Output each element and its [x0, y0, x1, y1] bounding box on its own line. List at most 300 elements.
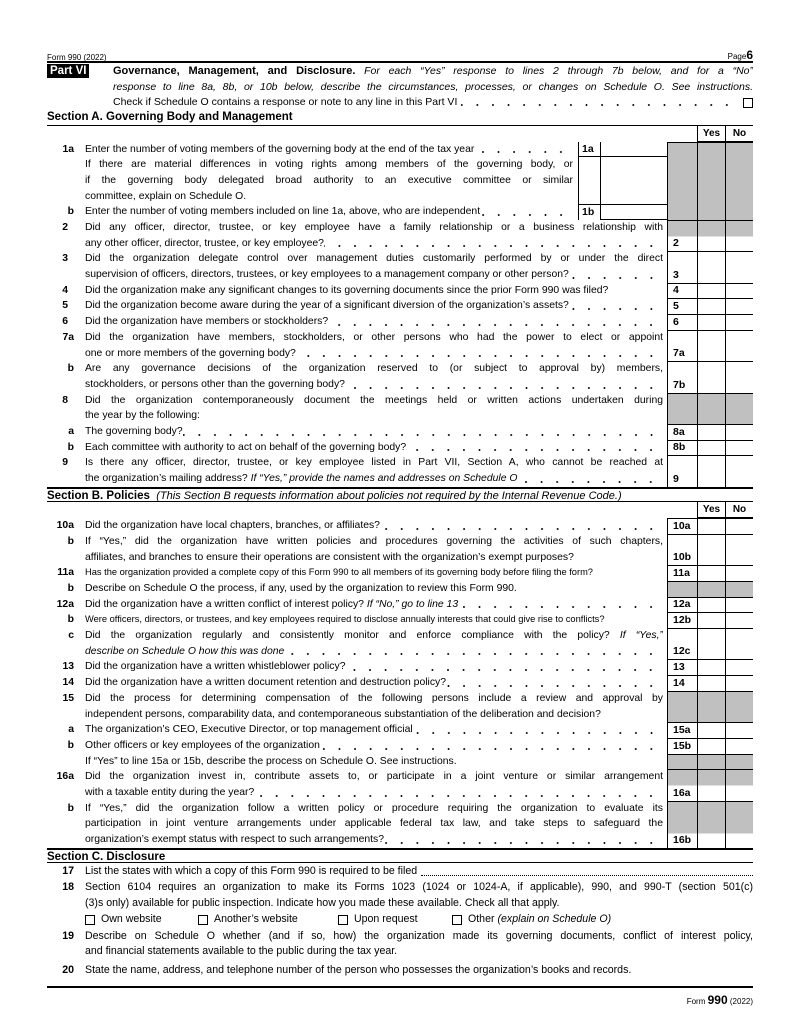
line-reference	[667, 204, 697, 220]
text-line	[85, 314, 663, 330]
yes-cell[interactable]	[697, 314, 725, 330]
line-row	[47, 361, 753, 392]
box-value-input[interactable]	[600, 157, 667, 204]
text-line	[85, 330, 663, 346]
yes-cell[interactable]	[697, 361, 725, 392]
text-segment	[85, 204, 480, 220]
dot-leader	[328, 314, 663, 330]
line-row	[47, 204, 753, 220]
text-segment	[85, 142, 474, 158]
line-20-text: State the name, address, and telephone number of the person who possesses the organization’s books and records.	[85, 964, 632, 977]
states-input[interactable]	[421, 864, 753, 876]
no-cell[interactable]	[725, 283, 753, 299]
line-text	[85, 393, 663, 424]
section-b-rows	[47, 518, 753, 848]
line-19-text-1: Describe on Schedule O whether (and if so, how) the organization made its governing documents, conflict of interest policy,	[85, 929, 753, 942]
text: Did the organization invest in, contribute assets to, or participate in a joint venture or similar arrangement	[85, 771, 663, 783]
no-cell[interactable]	[725, 769, 753, 800]
option-note: (explain on Schedule O)	[497, 913, 612, 926]
text: Did the organization have a written whistleblower policy?	[85, 661, 346, 673]
line-text	[85, 298, 663, 314]
line-reference: 9	[667, 455, 697, 486]
line-18-text-1: Section 6104 requires an organization to make its Forms 1023 (1024 or 1024-A, if applicable), 990, and 990-T (section 501(c)	[85, 881, 753, 894]
line-reference	[667, 754, 697, 770]
dot-leader	[569, 298, 663, 314]
yes-cell[interactable]	[697, 534, 725, 565]
text-segment	[85, 267, 569, 283]
line-text	[85, 361, 663, 392]
no-cell	[725, 157, 753, 204]
line-reference: 15b	[667, 738, 697, 754]
text-line	[85, 581, 663, 597]
line-row	[47, 565, 753, 581]
box-value-input[interactable]	[600, 204, 667, 220]
line-text	[85, 424, 663, 440]
line-row	[47, 424, 753, 440]
no-column-header: No	[725, 502, 753, 518]
no-cell[interactable]	[725, 565, 753, 581]
dot-leader	[384, 832, 663, 848]
part-title-line	[113, 64, 753, 80]
text-segment	[85, 346, 296, 362]
line-number: b	[67, 614, 74, 626]
line-number: 9	[62, 457, 68, 469]
line-number: 8	[62, 394, 68, 406]
line-reference: 8b	[667, 440, 697, 456]
line-reference: 6	[667, 314, 697, 330]
line-18-text-2: (3)s only) available for public inspection. Indicate how you made these available. Check all that apply.	[85, 896, 560, 909]
line-number: 17	[62, 865, 74, 878]
line-reference: 13	[667, 659, 697, 675]
line-number: 12a	[56, 598, 74, 610]
section-c-title: Section C. Disclosure	[47, 848, 753, 864]
text-line	[85, 534, 663, 550]
yes-cell[interactable]	[697, 330, 725, 361]
yes-cell[interactable]	[697, 251, 725, 282]
italic-text: If “No,” go to line 13	[366, 598, 459, 610]
option-anothers-website[interactable]	[198, 912, 298, 928]
page-header	[47, 48, 753, 62]
line-row	[47, 314, 753, 330]
line-number: 5	[62, 300, 68, 312]
text-segment	[85, 191, 246, 202]
text-line	[85, 220, 663, 236]
line-reference: 15a	[667, 722, 697, 738]
text-segment	[85, 583, 517, 594]
text-line	[85, 361, 663, 377]
line-reference: 16b	[667, 801, 697, 848]
page-footer	[687, 993, 753, 1007]
text-segment	[85, 693, 663, 704]
no-cell	[725, 142, 753, 158]
form-label: Form 990 (2022)	[47, 53, 107, 62]
line-row	[47, 628, 753, 659]
line-number: b	[67, 739, 74, 751]
line-text	[85, 518, 663, 534]
no-cell[interactable]	[725, 440, 753, 456]
text-segment	[85, 722, 413, 738]
line-text	[85, 565, 663, 581]
line-text	[85, 157, 573, 204]
dot-leader	[380, 518, 663, 534]
schedule-o-check-text: Check if Schedule O contains a response or note to any line in this Part VI	[113, 96, 458, 108]
line-text	[85, 738, 663, 754]
no-cell[interactable]	[725, 361, 753, 392]
line-reference: 7a	[667, 330, 697, 361]
text-line	[85, 691, 663, 707]
line-number: b	[67, 802, 74, 814]
italic-text: describe on Schedule O how this was done	[85, 645, 285, 657]
yes-cell[interactable]	[697, 220, 725, 251]
yes-cell	[697, 754, 725, 770]
line-reference	[667, 393, 697, 424]
no-cell	[725, 204, 753, 220]
yes-cell[interactable]	[697, 738, 725, 754]
line-text	[85, 283, 663, 299]
line-number: 2	[62, 221, 68, 233]
no-cell[interactable]	[725, 659, 753, 675]
box-line-label: 1b	[578, 204, 600, 220]
text-segment	[85, 832, 384, 848]
line-number: c	[68, 630, 74, 642]
section-b-header	[47, 487, 753, 503]
bottom-rule	[47, 986, 753, 988]
text: Were officers, directors, or trustees, and key employees required to disclose annually interests that could give rise to conflicts?	[85, 614, 605, 625]
text: any other officer, director, trustee, or key employee?	[85, 237, 324, 249]
no-cell[interactable]	[725, 251, 753, 282]
text-segment	[85, 644, 284, 660]
yes-cell[interactable]	[697, 722, 725, 738]
option-upon-request[interactable]	[338, 912, 418, 928]
line-reference: 16a	[667, 769, 697, 800]
no-cell[interactable]	[725, 722, 753, 738]
line-17	[47, 864, 753, 880]
line-text	[85, 440, 663, 456]
part-label: Part VI	[47, 64, 89, 78]
line-text	[85, 612, 663, 628]
line-row	[47, 518, 753, 534]
line-row	[47, 754, 753, 770]
no-cell[interactable]	[725, 738, 753, 754]
line-number: 6	[62, 316, 68, 328]
text-segment	[85, 253, 663, 264]
text-segment	[85, 630, 663, 641]
line-row	[47, 157, 753, 204]
text-line	[85, 471, 663, 487]
line-reference: 10b	[667, 534, 697, 565]
yes-cell[interactable]	[697, 612, 725, 628]
page-label: Page	[727, 52, 747, 61]
text-segment	[85, 818, 663, 829]
line-reference: 5	[667, 298, 697, 314]
yes-cell	[697, 204, 725, 220]
yes-cell[interactable]	[697, 283, 725, 299]
line-row	[47, 330, 753, 361]
line-19	[47, 929, 753, 960]
text-line	[85, 597, 663, 613]
line-row	[47, 675, 753, 691]
line-number: 20	[62, 964, 74, 977]
text: The organization’s CEO, Executive Director, or top management official	[85, 724, 413, 736]
footer-form-number: 990	[707, 993, 728, 1007]
italic-text: If “Yes,” provide the names and addresses on Schedule O	[250, 473, 518, 485]
no-cell[interactable]	[725, 675, 753, 691]
no-column-header: No	[725, 126, 753, 142]
line-row	[47, 597, 753, 613]
option-other[interactable]	[452, 912, 611, 928]
no-cell[interactable]	[725, 298, 753, 314]
yes-cell[interactable]	[697, 518, 725, 534]
section-b-subtitle: (This Section B requests information about policies not required by the Internal Revenue Code.)	[156, 489, 622, 502]
no-cell	[725, 581, 753, 597]
text-line	[85, 377, 663, 393]
line-19-text-2: and financial statements available to the public during the tax year.	[85, 945, 398, 958]
line-text	[85, 722, 663, 738]
text-line	[85, 236, 663, 252]
text-line	[85, 785, 663, 801]
dot-leader	[569, 267, 663, 283]
line-text	[85, 691, 663, 722]
page-number	[728, 48, 753, 62]
text: Did the organization have members or stockholders?	[85, 316, 329, 328]
text-line	[85, 659, 663, 675]
yes-cell[interactable]	[697, 565, 725, 581]
section-c	[47, 848, 753, 979]
line-reference: 12a	[667, 597, 697, 613]
text: Did any officer, director, trustee, or key employee have a family relationship or a business relationship with	[85, 221, 663, 233]
section-a-rows	[47, 142, 753, 487]
line-reference: 12b	[667, 612, 697, 628]
yes-cell	[697, 393, 725, 424]
line-reference	[667, 157, 697, 204]
text: Did the organization become aware during the year of a significant diversion of the organization’s assets?	[85, 300, 569, 312]
text: independent persons, comparability data, and contemporaneous substantiation of the deliberation and decision?	[85, 708, 601, 720]
text: The governing body?	[85, 425, 183, 437]
line-text	[85, 220, 663, 251]
line-row	[47, 769, 753, 800]
line-reference: 10a	[667, 518, 697, 534]
no-cell[interactable]	[725, 628, 753, 659]
yes-cell[interactable]	[697, 628, 725, 659]
text: Did the organization have local chapters, branches, or affiliates?	[85, 520, 380, 532]
text: Enter the number of voting members of the governing body at the end of the tax year	[85, 143, 475, 155]
availability-options	[47, 912, 753, 929]
text-segment	[85, 597, 458, 613]
line-row	[47, 251, 753, 282]
text: Did the organization regularly and consistently monitor and enforce compliance with the policy?	[85, 630, 620, 642]
text: If “Yes,” did the organization have written policies and procedures governing the activities of such chapters,	[85, 535, 663, 547]
line-reference	[667, 581, 697, 597]
checkbox[interactable]	[452, 915, 462, 925]
text: Other officers or key employees of the organization	[85, 739, 320, 751]
yes-cell[interactable]	[697, 424, 725, 440]
text: Did the organization delegate control over management duties customarily performed by or under the direct	[85, 253, 663, 265]
line-number: 18	[62, 881, 74, 894]
no-cell[interactable]	[725, 612, 753, 628]
text-line	[85, 816, 663, 832]
no-cell[interactable]	[725, 455, 753, 486]
checkbox[interactable]	[338, 915, 348, 925]
text-line	[85, 801, 663, 817]
yes-cell[interactable]	[697, 659, 725, 675]
dot-leader	[517, 471, 663, 487]
line-text	[85, 581, 663, 597]
text-segment	[85, 709, 601, 720]
text-segment	[85, 410, 200, 421]
line-row	[47, 440, 753, 456]
yes-cell[interactable]	[697, 675, 725, 691]
text-line	[85, 455, 663, 471]
text: Each committee with authority to act on behalf of the governing body?	[85, 441, 407, 453]
line-number: 19	[62, 929, 74, 942]
text-segment	[85, 175, 573, 186]
text: committee, explain on Schedule O.	[85, 190, 247, 202]
no-cell[interactable]	[725, 424, 753, 440]
text-line	[85, 722, 663, 738]
text: if the governing body delegated broad authority to an executive committee or similar	[85, 174, 573, 186]
line-text	[85, 754, 663, 770]
line-20	[47, 963, 753, 979]
form-body	[47, 110, 753, 979]
text-segment	[85, 659, 345, 675]
text-line	[85, 393, 663, 409]
text-line	[85, 628, 663, 644]
line-row	[47, 142, 753, 158]
line-row	[47, 393, 753, 424]
line-text	[85, 142, 573, 158]
line-number: 16a	[56, 771, 74, 783]
text-segment	[85, 440, 406, 456]
dot-leader	[474, 142, 573, 158]
text: Did the organization have a written document retention and destruction policy?	[85, 677, 447, 689]
line-row	[47, 722, 753, 738]
text-segment	[85, 518, 380, 534]
option-label: Upon request	[354, 913, 418, 926]
line-text	[85, 314, 663, 330]
text-line	[85, 408, 663, 424]
line-reference: 11a	[667, 565, 697, 581]
text-line	[85, 204, 573, 220]
line-number: b	[67, 441, 74, 453]
line-reference: 8a	[667, 424, 697, 440]
text: Did the organization have members, stockholders, or other persons who had the power to elect or appoint	[85, 331, 663, 343]
text-segment	[85, 771, 663, 782]
no-cell[interactable]	[725, 597, 753, 613]
schedule-o-checkbox[interactable]	[743, 98, 753, 108]
text: Did the process for determining compensation of the following persons include a review and approval by	[85, 692, 663, 704]
no-cell[interactable]	[725, 534, 753, 565]
checkbox[interactable]	[198, 915, 208, 925]
text: Describe on Schedule O the process, if any, used by the organization to review this Form 990.	[85, 583, 517, 595]
yes-cell[interactable]	[697, 298, 725, 314]
yes-cell[interactable]	[697, 597, 725, 613]
text: Is there any officer, director, trustee, or key employee listed in Part VII, Section A, who cannot be reached at	[85, 457, 663, 469]
text-line	[85, 644, 663, 660]
no-cell[interactable]	[725, 518, 753, 534]
line-reference: 12c	[667, 628, 697, 659]
text-line	[85, 738, 663, 754]
no-cell	[725, 393, 753, 424]
line-reference: 2	[667, 220, 697, 251]
line-number: a	[68, 425, 74, 437]
checkbox[interactable]	[85, 915, 95, 925]
text: Has the organization provided a complete copy of this Form 990 to all members of its governing body before filing the form?	[85, 567, 593, 578]
yes-cell[interactable]	[697, 769, 725, 800]
box-value-input[interactable]	[600, 142, 667, 158]
part-intro-1: For each “Yes” response to lines 2 through 7b below, and for a “No”	[364, 65, 753, 77]
no-cell[interactable]	[725, 330, 753, 361]
yes-cell	[697, 157, 725, 204]
text-line	[85, 832, 663, 848]
text-line	[85, 283, 663, 299]
text-line	[85, 612, 663, 628]
box-line-label	[578, 157, 600, 204]
text-segment	[85, 236, 324, 252]
text-segment	[85, 738, 320, 754]
line-text	[85, 597, 663, 613]
line-row	[47, 220, 753, 251]
text: one or more members of the governing body?	[85, 347, 296, 359]
text-line	[85, 267, 663, 283]
dot-leader	[254, 785, 663, 801]
line-number: 13	[62, 661, 74, 673]
option-label: Other	[468, 913, 495, 926]
dot-leader	[296, 346, 663, 362]
text: If there are material differences in voting rights among members of the governing body, or	[85, 159, 573, 171]
no-cell	[725, 691, 753, 722]
line-text	[85, 628, 663, 659]
dot-leader	[446, 675, 663, 691]
line-row	[47, 691, 753, 722]
text-line	[85, 251, 663, 267]
line-row	[47, 738, 753, 754]
line-reference: 14	[667, 675, 697, 691]
line-text	[85, 534, 663, 565]
yes-cell[interactable]	[697, 455, 725, 486]
text-segment	[85, 332, 663, 343]
text-line	[85, 346, 663, 362]
line-reference: 7b	[667, 361, 697, 392]
no-cell[interactable]	[725, 220, 753, 251]
text-segment	[85, 785, 254, 801]
yes-cell[interactable]	[697, 801, 725, 848]
line-number: b	[67, 363, 74, 375]
text-line	[85, 565, 663, 581]
line-reference: 3	[667, 251, 697, 282]
text: the year by the following:	[85, 410, 200, 422]
part-intro-2-line	[113, 80, 753, 96]
text-segment	[85, 567, 593, 577]
text-segment	[85, 159, 573, 170]
no-cell[interactable]	[725, 314, 753, 330]
yes-cell[interactable]	[697, 440, 725, 456]
text: organization’s exempt status with respect to such arrangements?	[85, 834, 384, 846]
line-number: 14	[62, 677, 74, 689]
footer-form-word: Form	[686, 997, 706, 1006]
text-segment	[85, 614, 605, 624]
option-own-website[interactable]	[85, 912, 162, 928]
dot-leader	[284, 644, 663, 660]
yes-cell	[697, 691, 725, 722]
line-text	[85, 769, 663, 800]
text-segment	[85, 552, 574, 563]
line-number: 1a	[62, 143, 74, 155]
text-segment	[85, 457, 663, 468]
line-18	[47, 880, 753, 911]
dot-leader	[320, 738, 663, 754]
no-cell[interactable]	[725, 801, 753, 848]
text-segment	[85, 675, 446, 691]
